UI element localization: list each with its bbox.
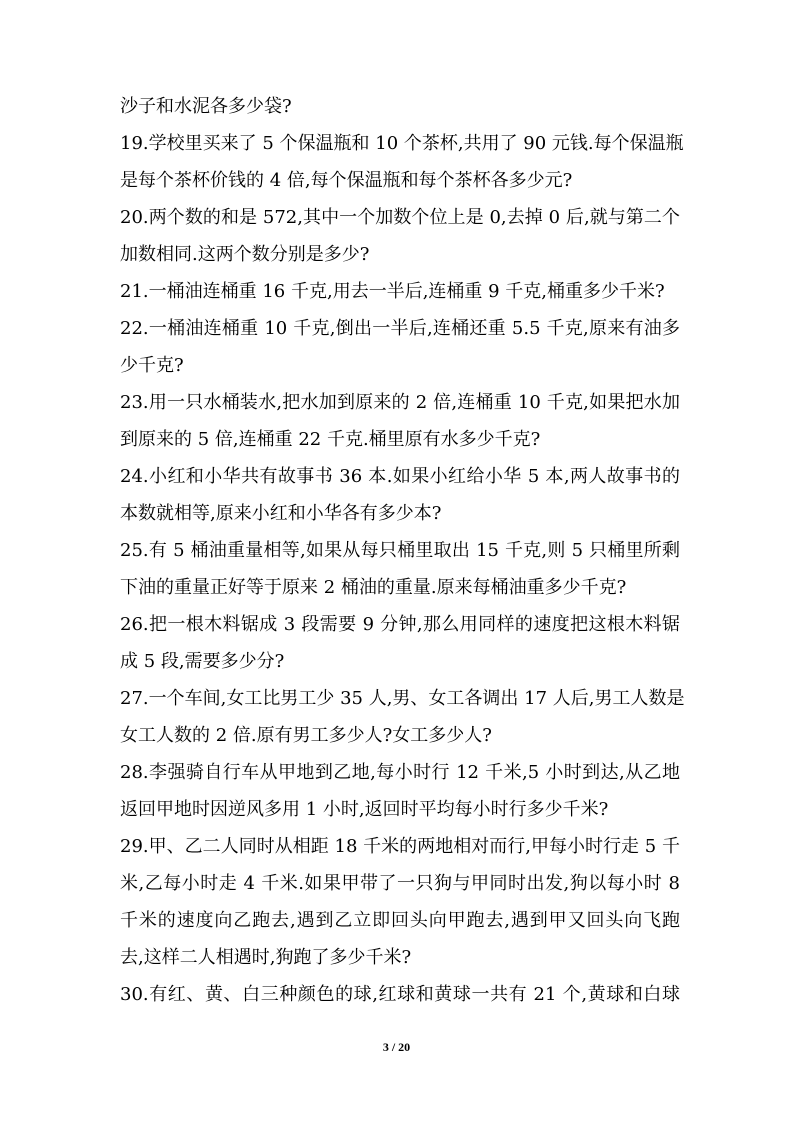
text-line: 30.有红、黄、白三种颜色的球,红球和黄球一共有 21 个,黄球和白球 [120, 984, 680, 1005]
text-line: 成 5 段,需要多少分? [120, 651, 285, 672]
text-line: 22.一桶油连桶重 10 千克,倒出一半后,连桶还重 5.5 千克,原来有油多 [120, 318, 680, 339]
text-line: 千米的速度向乙跑去,遇到乙立即回头向甲跑去,遇到甲又回头向飞跑 [120, 910, 680, 931]
text-line: 23.用一只水桶装水,把水加到原来的 2 倍,连桶重 10 千克,如果把水加 [120, 392, 680, 413]
text-line: 米,乙每小时走 4 千米.如果甲带了一只狗与甲同时出发,狗以每小时 8 [120, 873, 680, 894]
text-line: 是每个茶杯价钱的 4 倍,每个保温瓶和每个茶杯各多少元? [120, 170, 573, 191]
page-content [120, 88, 685, 1013]
text-line: 少千克? [120, 355, 184, 376]
text-line: 去,这样二人相遇时,狗跑了多少千米? [120, 947, 412, 968]
text-line: 到原来的 5 倍,连桶重 22 千克.桶里原有水多少千克? [120, 429, 541, 450]
text-line: 返回甲地时因逆风多用 1 小时,返回时平均每小时行多少千米? [120, 799, 609, 820]
text-line: 25.有 5 桶油重量相等,如果从每只桶里取出 15 千克,则 5 只桶里所剩 [120, 540, 680, 561]
text-line: 下油的重量正好等于原来 2 桶油的重量.原来每桶油重多少千克? [120, 577, 627, 598]
text-line: 19.学校里买来了 5 个保温瓶和 10 个茶杯,共用了 90 元钱.每个保温瓶 [120, 133, 684, 154]
text-line: 28.李强骑自行车从甲地到乙地,每小时行 12 千米,5 小时到达,从乙地 [120, 762, 680, 783]
text-line: 本数就相等,原来小红和小华各有多少本? [120, 503, 442, 524]
text-line: 沙子和水泥各多少袋? [120, 96, 292, 117]
page-number: 3 / 20 [382, 1040, 411, 1054]
text-line: 加数相同.这两个数分别是多少? [120, 244, 370, 265]
text-line: 女工人数的 2 倍.原有男工多少人?女工多少人? [120, 725, 492, 746]
text-line: 24.小红和小华共有故事书 36 本.如果小红给小华 5 本,两人故事书的 [120, 466, 680, 487]
text-line: 29.甲、乙二人同时从相距 18 千米的两地相对而行,甲每小时行走 5 千 [120, 836, 680, 857]
text-line: 26.把一根木料锯成 3 段需要 9 分钟,那么用同样的速度把这根木料锯 [120, 614, 680, 635]
text-line: 27.一个车间,女工比男工少 35 人,男、女工各调出 17 人后,男工人数是 [120, 688, 685, 709]
text-line: 21.一桶油连桶重 16 千克,用去一半后,连桶重 9 千克,桶重多少千米? [120, 281, 665, 302]
text-line: 20.两个数的和是 572,其中一个加数个位上是 0,去掉 0 后,就与第二个 [120, 207, 680, 228]
